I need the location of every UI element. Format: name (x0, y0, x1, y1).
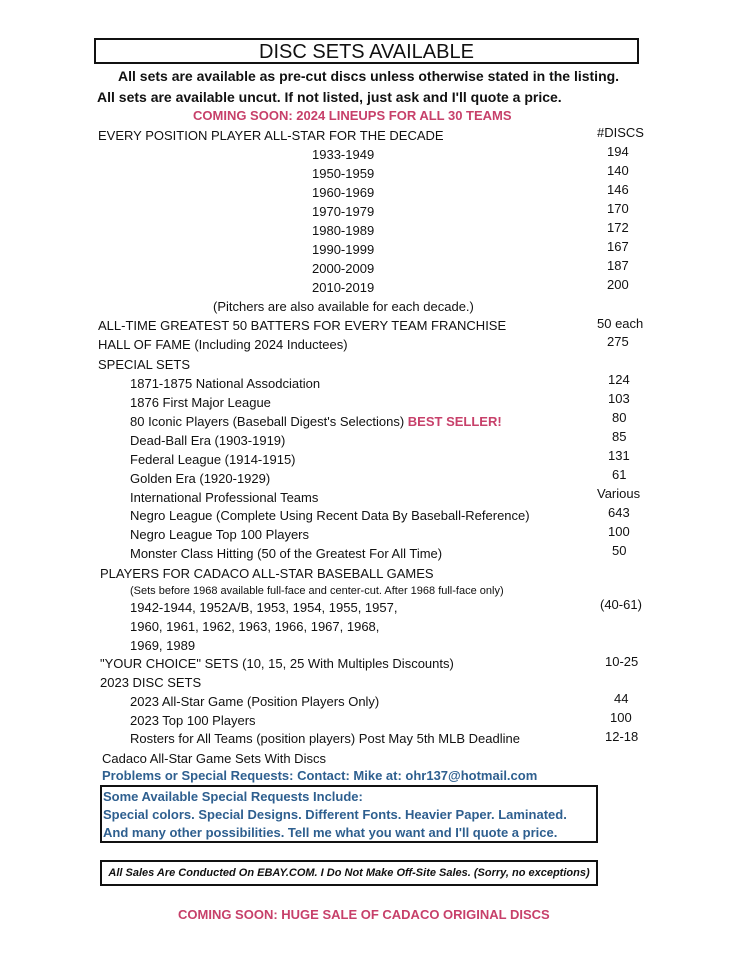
hof-count: 275 (607, 334, 629, 349)
special-set-count: Various (597, 486, 641, 501)
disc2023-count: 100 (610, 710, 632, 725)
decade-range: 1990-1999 (312, 242, 375, 257)
decade-count: 172 (607, 220, 629, 235)
disc2023-label: 2023 Top 100 Players (130, 713, 256, 728)
special-set-count: 103 (608, 391, 630, 406)
coming-soon-lineups: COMING SOON: 2024 LINEUPS FOR ALL 30 TEAMS (193, 108, 512, 123)
special-set-label: 1876 First Major League (130, 395, 271, 410)
decade-count: 140 (607, 163, 629, 178)
requests-line: And many other possibilities. Tell me what you want and I'll quote a price. (103, 825, 558, 840)
special-set-count: 85 (612, 429, 627, 444)
decade-section-title: EVERY POSITION PLAYER ALL-STAR FOR THE DECADE (98, 128, 444, 143)
special-set-count: 61 (612, 467, 627, 482)
special-set-count: 50 (612, 543, 627, 558)
decade-range: 2010-2019 (312, 280, 375, 295)
cadaco-years: 1960, 1961, 1962, 1963, 1966, 1967, 1968, (130, 619, 380, 634)
special-set-count: 643 (608, 505, 630, 520)
alltime-count: 50 each (597, 316, 644, 331)
alltime-label: ALL-TIME GREATEST 50 BATTERS FOR EVERY TEAM FRANCHISE (98, 318, 507, 333)
your-choice-count: 10-25 (605, 654, 639, 669)
special-requests-box (100, 785, 598, 843)
special-set-label: Dead-Ball Era (1903-1919) (130, 433, 286, 448)
decade-range: 1970-1979 (312, 204, 375, 219)
cadaco-note: (Sets before 1968 available full-face and center-cut. After 1968 full-face only) (130, 585, 504, 597)
special-set-label: Negro League Top 100 Players (130, 527, 309, 542)
special-set-label: Federal League (1914-1915) (130, 452, 296, 467)
special-sets-title: SPECIAL SETS (98, 357, 190, 372)
best-seller-badge: BEST SELLER! (407, 414, 502, 429)
decade-count: 200 (607, 277, 629, 292)
cadaco-title: PLAYERS FOR CADACO ALL-STAR BASEBALL GAMES (100, 566, 434, 581)
special-set-count: 80 (612, 410, 627, 425)
special-set-count: 131 (608, 448, 630, 463)
decade-range: 1950-1959 (312, 166, 375, 181)
page-title: DISC SETS AVAILABLE (94, 38, 639, 64)
cadaco-years: 1969, 1989 (130, 638, 196, 653)
your-choice-label: "YOUR CHOICE" SETS (10, 15, 25 With Multiples Discounts) (100, 656, 454, 671)
decade-range: 1980-1989 (312, 223, 375, 238)
pitchers-note: (Pitchers are also available for each decade.) (213, 299, 474, 314)
special-set-label: Negro League (Complete Using Recent Data By Baseball-Reference) (130, 508, 530, 523)
decade-range: 1960-1969 (312, 185, 375, 200)
cadaco-count: (40-61) (600, 597, 642, 612)
requests-heading: Some Available Special Requests Include: (103, 789, 363, 804)
footer-coming-soon: COMING SOON: HUGE SALE OF CADACO ORIGINAL DISCS (178, 907, 550, 922)
special-set-label: 1871-1875 National Assodciation (130, 376, 321, 391)
disc2023-title: 2023 DISC SETS (100, 675, 202, 690)
disc2023-label: 2023 All-Star Game (Position Players Only) (130, 694, 380, 709)
decade-count: 187 (607, 258, 629, 273)
intro-line-1: All sets are available as pre-cut discs unless otherwise stated in the listing. (118, 68, 620, 84)
sales-note: All Sales Are Conducted On EBAY.COM. I Do Not Make Off-Site Sales. (Sorry, no exceptions) (100, 860, 598, 886)
special-set-label: Golden Era (1920-1929) (130, 471, 271, 486)
decade-count: 146 (607, 182, 629, 197)
decade-range: 1933-1949 (312, 147, 375, 162)
decade-count: 194 (607, 144, 629, 159)
decade-count: 167 (607, 239, 629, 254)
hof-label: HALL OF FAME (Including 2024 Inductees) (98, 337, 348, 352)
decade-range: 2000-2009 (312, 261, 375, 276)
special-set-label: Monster Class Hitting (50 of the Greatest For All Time) (130, 546, 443, 561)
discs-column-header: #DISCS (597, 125, 644, 140)
special-set-count: 124 (608, 372, 630, 387)
contact-line: Problems or Special Requests: Contact: Mike at: ohr137@hotmail.com (102, 768, 538, 783)
disc2023-label: Rosters for All Teams (position players) Post May 5th MLB Deadline (130, 731, 520, 746)
cadaco-years: 1942-1944, 1952A/B, 1953, 1954, 1955, 1957, (130, 600, 398, 615)
special-set-count: 100 (608, 524, 630, 539)
intro-line-2: All sets are available uncut. If not listed, just ask and I'll quote a price. (97, 89, 562, 105)
special-set-label: 80 Iconic Players (Baseball Digest's Selections) BEST SELLER! (130, 414, 502, 429)
special-set-label: International Professional Teams (130, 490, 319, 505)
cadaco-games: Cadaco All-Star Game Sets With Discs (102, 751, 326, 766)
requests-line: Special colors. Special Designs. Different Fonts. Heavier Paper. Laminated. (103, 807, 567, 822)
disc2023-count: 44 (614, 691, 629, 706)
disc2023-count: 12-18 (605, 729, 639, 744)
decade-count: 170 (607, 201, 629, 216)
